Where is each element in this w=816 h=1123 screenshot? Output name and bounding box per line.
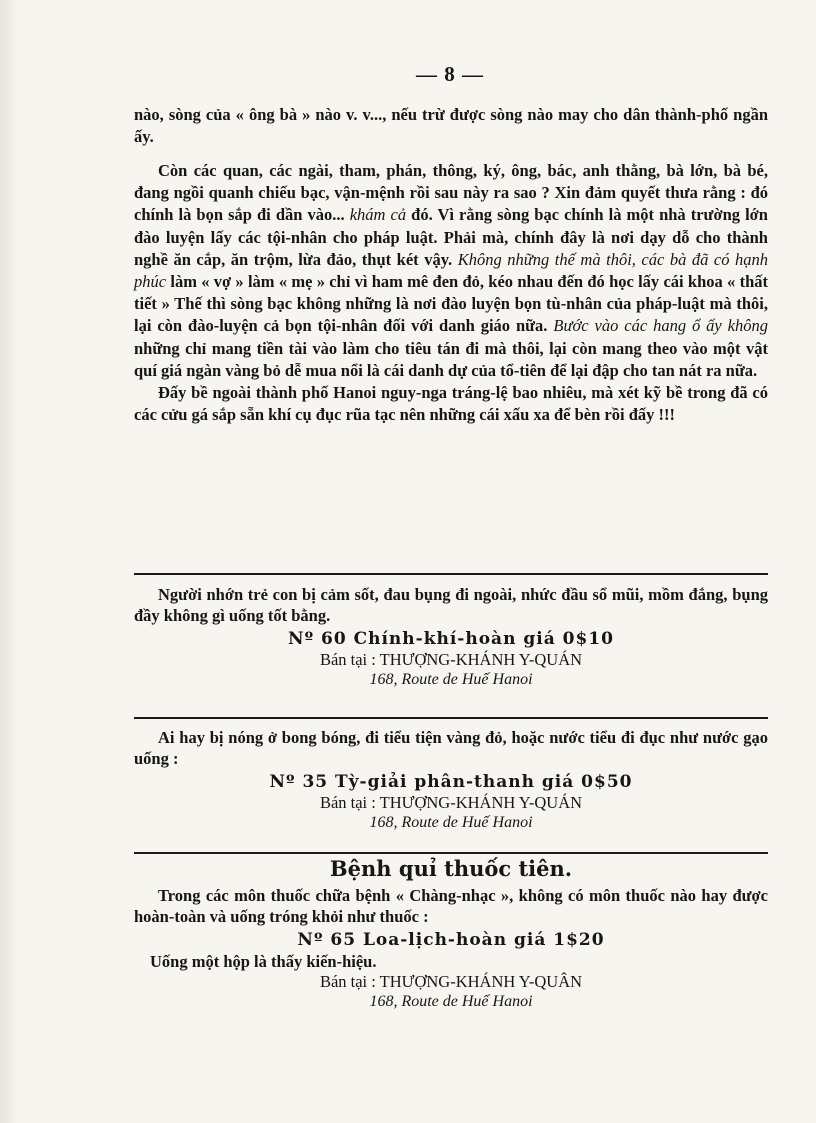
emphasis-hanh-phuc: Không những thế mà thôi, các bà đã có hạnh phúc — [134, 249, 769, 292]
ad-address: 168, Route de Huế Hanoi — [369, 814, 533, 831]
divider-rule — [134, 717, 768, 719]
advertisement-1 — [134, 584, 768, 689]
ad-address: 168, Route de Huế Hanoi — [369, 993, 533, 1010]
divider-rule — [134, 573, 768, 575]
advertisement-3 — [134, 856, 768, 1011]
ad-seller: Bán tại : THƯỢNG-KHÁNH Y-QUÂN — [319, 972, 583, 991]
ad-seller: Bán tại : THƯỢNG-KHÁNH Y-QUÁN — [319, 793, 583, 812]
ad-seller: Bán tại : THƯỢNG-KHÁNH Y-QUÁN — [319, 650, 583, 669]
intro-text: nào, sòng của « ông bà » nào v. v..., nếu trừ được sòng nào may cho dân thành-phố ngần ấy. — [134, 105, 768, 147]
page-edge-shadow — [0, 0, 18, 1123]
paragraph-1-part-a: Còn các quan, các ngài, tham, phán, thông, ký, ông, bác, anh thằng, bà lớn, bà bé, đang ngồi quanh chiếu bạc, vận-mệnh rồi sau này ra sao ? Xin đảm quyết thưa rằng : đó chính là bọn sắp đi dần vào... — [134, 161, 768, 225]
ad-product: Nº 65 Loa-lịch-hoàn giá 1$20 — [297, 930, 605, 950]
ad-address: 168, Route de Huế Hanoi — [369, 671, 533, 688]
paragraph-1-part-e: làm « vợ » làm « mẹ » chỉ vì ham mê đen đỏ, kéo nhau đến đó học lấy cái khoa « thất tiết » Thế thì sòng bạc không những là nơi đào luyện bọn tù-nhân của pháp-luật mà thôi, lại còn đào-luyện cả bọn tội-nhân đối với danh giáo nữa. — [134, 272, 768, 336]
divider-rule — [134, 852, 768, 854]
page-number: — 8 — — [416, 62, 484, 86]
paragraph-2: Đấy bề ngoài thành phố Hanoi nguy-nga tráng-lệ bao nhiêu, mà xét kỹ bề trong đã có các cửu gá sắp sẵn khí cụ đục rũa tạc nên những cái xấu xa để bèn rồi đấy !!! — [134, 383, 768, 425]
paragraph-1-part-g: những chỉ mang tiền tài vào làm cho tiêu tán đi mà thôi, lại còn mang theo vào một vật quí giá ngàn vàng bỏ dễ mua nổi là cái danh dự của tổ-tiên để lại đập cho tan nát ra nữa. — [134, 338, 768, 380]
ad-product: Nº 35 Tỳ-giải phân-thanh giá 0$50 — [269, 772, 633, 792]
ad-description: Trong các môn thuốc chữa bệnh « Chàng-nhạc », không có môn thuốc nào hay được hoàn-toàn và uống tróng khỏi như thuốc : — [134, 886, 768, 926]
ad-description: Người nhớn trẻ con bị cảm sốt, đau bụng đi ngoài, nhức đầu sổ mũi, mồm đắng, bụng đầy không gì uống tốt bằng. — [134, 585, 768, 625]
paragraph-1 — [134, 160, 768, 382]
ad-description: Ai hay bị nóng ở bong bóng, đi tiểu tiện vàng đỏ, hoặc nước tiểu đi đục như nước gạo uống : — [134, 728, 768, 768]
advertisement-2 — [134, 727, 768, 832]
emphasis-hang-o: Bước vào các hang ổ ấy không — [553, 316, 768, 336]
paragraph-1-part-c: đó. Vì rằng sòng bạc chính là một nhà trường lớn đào luyện lấy các tội-nhân cho pháp luật. Phải mà, chính đây là nơi dạy dỗ cho thành nghề ăn cắp, ăn trộm, lừa đảo, thụt két vậy. — [134, 205, 768, 269]
intro-paragraph — [134, 104, 768, 148]
ad-title: Bệnh quỉ thuốc tiên. — [329, 856, 573, 881]
ad-product: Nº 60 Chính-khí-hoàn giá 0$10 — [288, 629, 614, 649]
main-paragraphs — [134, 160, 768, 426]
ad-note: Uống một hộp là thấy kiến-hiệu. — [150, 952, 377, 971]
emphasis-kham-ca: khám cả — [349, 205, 407, 225]
